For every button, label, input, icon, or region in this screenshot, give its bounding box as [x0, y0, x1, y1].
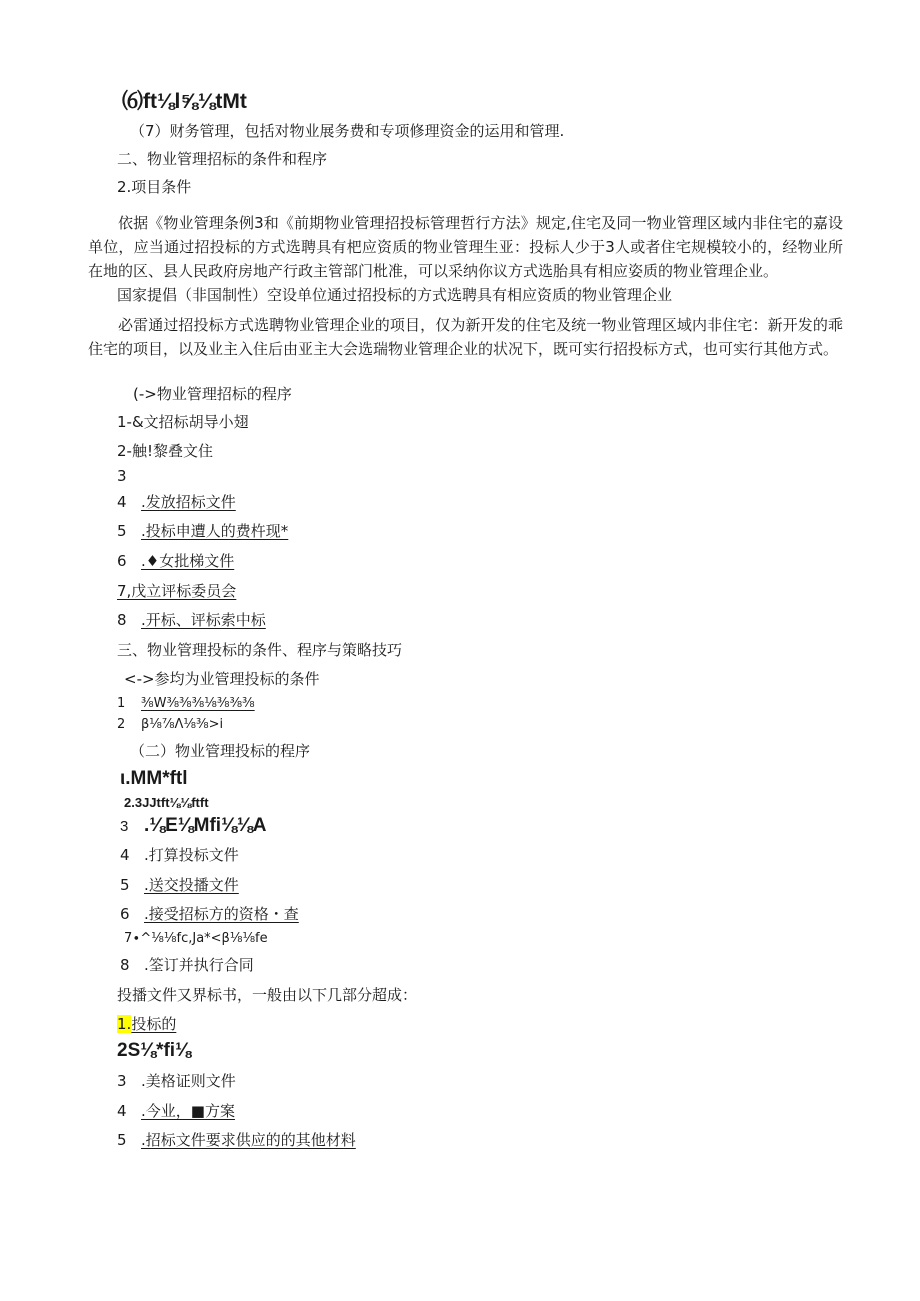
step-text: .♦女批梯文件 — [141, 552, 235, 570]
list-item — [117, 1101, 235, 1121]
step-number: 4 — [117, 493, 127, 511]
step-text: .招标文件要求供应的的其他材料 — [141, 1131, 356, 1149]
garbled-heading: ⑹ft⅛l⅝⅛tMt — [122, 90, 247, 113]
highlighted-number: 1. — [117, 1015, 132, 1033]
step-number: 4 — [120, 846, 130, 864]
step-text: .发放招标文件 — [141, 493, 236, 511]
paragraph-regulation: 依据《物业管理条例3和《前期物业管理招投标管理哲行方法》规定,住宅及同一物业管理区域内非住宅的嘉设单位，应当通过招投标的方式选聘具有杷应资质的物业管理生亚：投标人少于3人或者住宅规模较小的，经物业所在地的区、县人民政府房地产行政主管部门枇准，可以采纳你议方式选胎具有相应姿质的物业管理企业。 — [88, 214, 843, 280]
list-item — [117, 412, 249, 432]
section-2-title: 二、物业管理招标的条件和程序 — [117, 150, 328, 168]
list-item — [120, 955, 254, 975]
garbled-text: .⅛E⅛Mfi⅛⅛A — [144, 815, 267, 836]
list-item — [117, 466, 141, 486]
step-number: 8 — [120, 956, 130, 974]
list-item — [120, 845, 239, 865]
step-text: .送交投播文件 — [144, 876, 239, 894]
subsection-project-conditions: 2.项目条件 — [117, 178, 192, 196]
list-item — [117, 716, 223, 734]
paragraph-national-advocacy: 国家提倡（非国制性）空设单位通过招投标的方式选聘具有相应资质的物业管理企业 — [117, 286, 673, 304]
step-number: 8 — [117, 611, 127, 629]
list-item — [117, 1071, 236, 1091]
step-text: .打算投标文件 — [144, 846, 239, 864]
list-item — [117, 551, 234, 571]
step-number: 4 — [117, 1102, 127, 1120]
step-number: 6 — [120, 905, 130, 923]
garbled-line: 7∙^⅛⅛fc,Ja*<β⅛⅛fe — [124, 931, 268, 946]
section-3-title: 三、物业管理投标的条件、程序与策略技巧 — [117, 641, 403, 659]
subsection-bidding-conditions: <->参均为业管理投标的条件 — [124, 670, 320, 688]
list-item — [120, 904, 299, 924]
list-item — [117, 441, 213, 461]
step-number: 2 — [117, 717, 126, 732]
paragraph-mandatory-bidding: 必雷通过招投标方式选聘物业管理企业的项目，仅为新开发的住宅及统一物业管理区域内非住宅：新开发的乖住宅的项目，以及业主入住后由亚主大会选瑞物业管理企业的状况下，既可实行招投标方式，也可实行其他方式。 — [88, 316, 843, 358]
garbled-line: 2.3JJtft⅛⅛ftft — [124, 795, 209, 810]
list-item — [117, 492, 236, 512]
garbled-text: β⅛⅞Λ⅛⅜>i — [141, 717, 224, 732]
step-text: 1-&文招标胡导小翅 — [117, 413, 249, 431]
step-number: 5 — [117, 522, 127, 540]
list-item — [120, 814, 267, 839]
garbled-line: 2S⅛*fi⅛ — [117, 1040, 191, 1061]
step-text: .接受招标方的资格・查 — [144, 905, 299, 923]
item-7-finance: （7）财务管理，包括对物业展务费和专项修理资金的运用和管理. — [130, 122, 565, 140]
step-text: .今业，■方案 — [141, 1102, 235, 1120]
list-item — [117, 581, 236, 601]
garbled-line: ι.MM*ftl — [120, 768, 188, 789]
step-number: 1 — [117, 696, 126, 711]
step-number: 3 — [117, 1072, 127, 1090]
step-number: 3 — [117, 467, 127, 485]
step-text: .投标申遭人的费杵现* — [141, 522, 289, 540]
step-number: 5 — [120, 876, 130, 894]
step-text: .美格证则文件 — [141, 1072, 236, 1090]
step-number: 6 — [117, 552, 127, 570]
step-text: 2-触!黎叠文住 — [117, 442, 213, 460]
bid-document-intro: 投播文件又界标书，一般由以下几部分超成： — [117, 986, 418, 1004]
list-item — [117, 1014, 176, 1034]
list-item — [117, 610, 266, 630]
step-number: 5 — [117, 1131, 127, 1149]
list-item — [120, 875, 239, 895]
step-number: 3 — [120, 818, 129, 835]
step-text: .筌订并执行合同 — [144, 956, 254, 974]
subsection-bidding-procedure: （二）物业管理投标的程序 — [130, 742, 311, 760]
subsection-tender-procedure: (->物业管理招标的程序 — [133, 385, 292, 403]
step-text: .开标、评标索中标 — [141, 611, 266, 629]
step-text: 投标的 — [131, 1015, 177, 1033]
list-item — [117, 695, 255, 713]
list-item — [117, 521, 288, 541]
list-item — [117, 1130, 356, 1150]
step-text: 7,戊立评标委员会 — [117, 582, 237, 600]
garbled-text: ⅜W⅜⅜⅜⅛⅜⅜⅜ — [141, 696, 255, 711]
